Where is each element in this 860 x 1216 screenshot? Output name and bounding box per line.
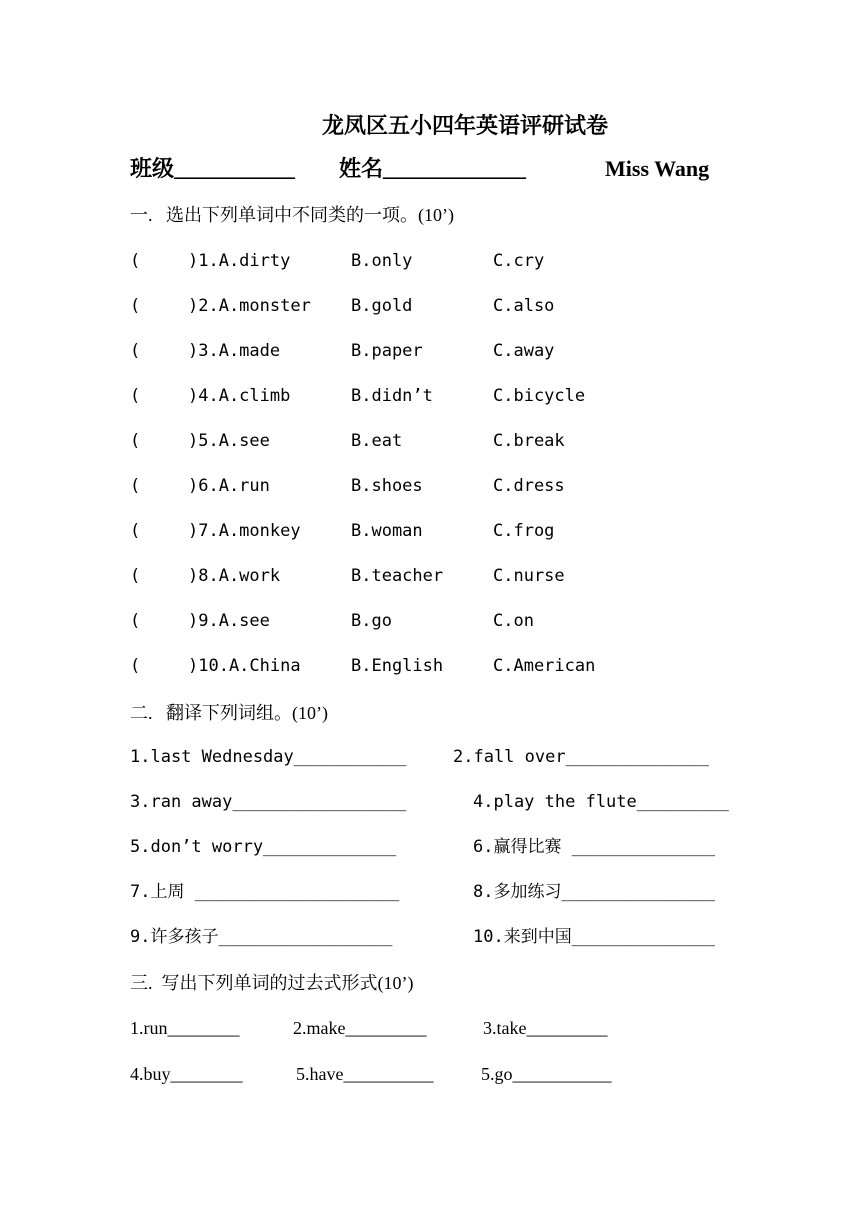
- option-a: )7.A.monkey: [188, 521, 301, 541]
- past-tense-item: 2.make_________: [293, 1018, 427, 1038]
- option-b: B.woman: [351, 521, 423, 541]
- option-a: )9.A.see: [188, 611, 270, 631]
- option-a: )4.A.climb: [188, 386, 291, 406]
- translate-item: 1.last Wednesday___________: [130, 747, 407, 767]
- option-a: )1.A.dirty: [188, 251, 291, 271]
- past-tense-item: 4.buy________: [130, 1064, 243, 1084]
- answer-paren: (: [130, 611, 141, 631]
- answer-paren: (: [130, 296, 141, 316]
- past-tense-item: 5.have__________: [296, 1064, 434, 1084]
- class-field: 班级___________: [130, 156, 296, 181]
- answer-paren: (: [130, 566, 141, 586]
- translate-item: 7.上周 ____________________: [130, 882, 400, 902]
- section2-heading: 二. 翻译下列词组。(10’): [130, 703, 328, 723]
- translate-item: 8.多加练习_______________: [473, 882, 715, 902]
- section3-heading: 三. 写出下列单词的过去式形式(10’): [130, 973, 414, 993]
- section1-heading: 一. 选出下列单词中不同类的一项。(10’): [130, 205, 454, 225]
- translate-item: 4.play the flute_________: [473, 792, 729, 812]
- name-field: 姓名_____________: [339, 156, 527, 181]
- past-tense-item: 1.run________: [130, 1018, 240, 1038]
- option-c: C.American: [493, 656, 596, 676]
- translate-item: 5.don’t worry_____________: [130, 837, 397, 857]
- translate-item: 10.来到中国______________: [473, 927, 715, 947]
- option-b: B.paper: [351, 341, 423, 361]
- option-c: C.nurse: [493, 566, 565, 586]
- option-b: B.English: [351, 656, 444, 676]
- option-a: )3.A.made: [188, 341, 281, 361]
- answer-paren: (: [130, 251, 141, 271]
- option-b: B.go: [351, 611, 392, 631]
- option-c: C.also: [493, 296, 555, 316]
- option-a: )10.A.China: [188, 656, 301, 676]
- option-b: B.didn’t: [351, 386, 433, 406]
- option-c: C.dress: [493, 476, 565, 496]
- option-c: C.bicycle: [493, 386, 586, 406]
- past-tense-item: 5.go___________: [481, 1064, 612, 1084]
- option-a: )5.A.see: [188, 431, 270, 451]
- option-b: B.gold: [351, 296, 413, 316]
- page-title: 龙凤区五小四年英语评研试卷: [321, 113, 608, 138]
- answer-paren: (: [130, 386, 141, 406]
- option-c: C.cry: [493, 251, 545, 271]
- translate-item: 2.fall over______________: [453, 747, 709, 767]
- past-tense-item: 3.take_________: [483, 1018, 608, 1038]
- translate-item: 6.赢得比赛 ______________: [473, 837, 715, 857]
- option-b: B.eat: [351, 431, 403, 451]
- option-c: C.away: [493, 341, 555, 361]
- answer-paren: (: [130, 521, 141, 541]
- option-b: B.only: [351, 251, 413, 271]
- answer-paren: (: [130, 656, 141, 676]
- option-a: )8.A.work: [188, 566, 281, 586]
- option-a: )6.A.run: [188, 476, 270, 496]
- answer-paren: (: [130, 431, 141, 451]
- option-b: B.shoes: [351, 476, 423, 496]
- teacher-name: Miss Wang: [605, 156, 710, 181]
- option-c: C.frog: [493, 521, 555, 541]
- option-c: C.break: [493, 431, 565, 451]
- answer-paren: (: [130, 341, 141, 361]
- answer-paren: (: [130, 476, 141, 496]
- translate-item: 9.许多孩子_________________: [130, 927, 393, 947]
- translate-item: 3.ran away_________________: [130, 792, 407, 812]
- option-a: )2.A.monster: [188, 296, 311, 316]
- option-b: B.teacher: [351, 566, 444, 586]
- option-c: C.on: [493, 611, 534, 631]
